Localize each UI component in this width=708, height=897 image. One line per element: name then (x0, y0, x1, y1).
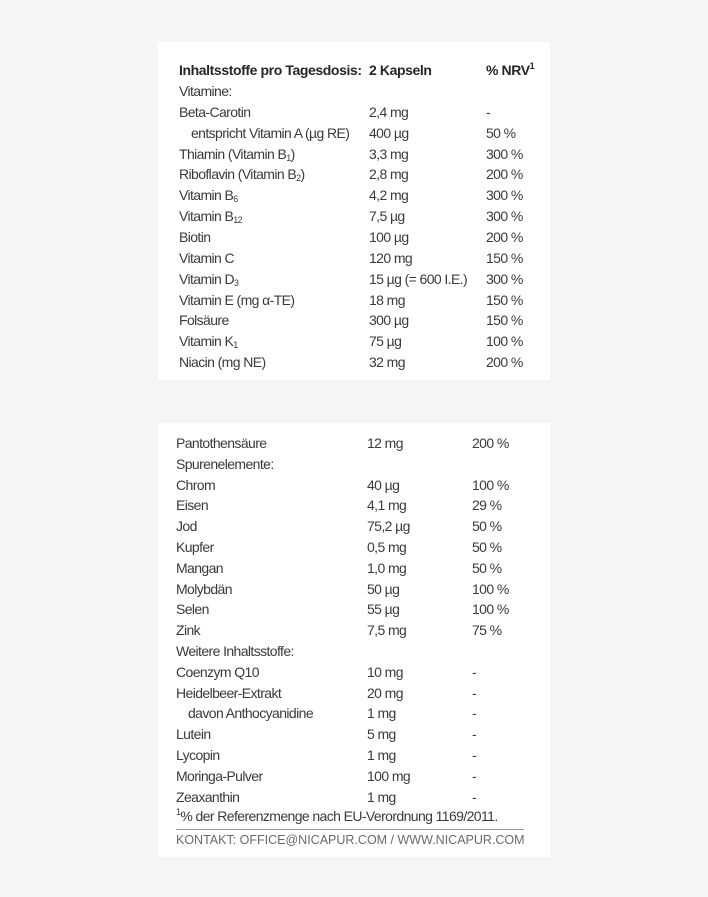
ingredient-nrv: 50 % (472, 518, 502, 535)
ingredient-nrv: - (472, 788, 477, 805)
ingredient-name: Mangan (176, 559, 223, 576)
table-row (0, 641, 708, 662)
ingredient-name: davon Anthocyanidine (188, 705, 313, 722)
table-row (0, 310, 708, 331)
ingredient-name: Vitamin $B_{12}$ (179, 208, 243, 226)
ingredient-name: Vitamine: (179, 83, 232, 99)
ingredient-name: Kupfer (176, 539, 214, 555)
ingredient-amount: 0,5 mg (367, 539, 407, 555)
ingredient-nrv: 50 % (472, 559, 502, 576)
ingredient-amount: 2,8 mg (369, 166, 409, 183)
ingredient-name: Vitamin $K_1$ (179, 333, 238, 351)
ingredient-amount: 32 mg (369, 354, 405, 371)
ingredient-name: Zeaxanthin (176, 788, 240, 805)
ingredient-nrv: - (486, 103, 491, 120)
table-row (0, 248, 708, 269)
ingredient-nrv: 50 % (486, 124, 516, 141)
footnote: $^1$% der Referenzmenge nach EU-Verordnung 1169/2011. (176, 807, 498, 824)
table-row (0, 745, 708, 766)
ingredient-amount: 4,2 mg (369, 187, 409, 204)
ingredient-nrv: 300 % (486, 208, 523, 225)
ingredient-nrv: 300 % (486, 145, 523, 162)
ingredient-nrv: - (472, 747, 477, 763)
table-row (0, 724, 708, 745)
table-row (0, 683, 708, 704)
ingredient-amount: 120 mg (369, 249, 413, 266)
contact-info: KONTAKT: OFFICE@NICAPUR.COM / WWW.NICAPUR.COM (176, 833, 525, 847)
ingredient-name: Lutein (176, 726, 211, 743)
table-row (0, 558, 708, 579)
ingredient-name: Selen (176, 601, 209, 618)
ingredient-amount: 1 mg (367, 747, 396, 763)
ingredient-nrv: - (472, 767, 477, 784)
ingredient-name: Vitamin $B_6$ (179, 187, 238, 205)
ingredient-nrv: 100 % (472, 476, 509, 493)
ingredient-amount: 1 mg (367, 705, 396, 722)
table-row (0, 495, 708, 516)
ingredient-nrv: 200 % (486, 228, 523, 245)
table-row (0, 206, 708, 227)
ingredient-nrv: 200 % (486, 166, 523, 183)
ingredient-nrv: 150 % (486, 249, 523, 266)
ingredient-amount: 300 µg (369, 312, 409, 329)
table-header-row (0, 60, 708, 81)
ingredient-name: Lycopin (176, 747, 220, 763)
ingredient-name: Moringa-Pulver (176, 767, 263, 784)
ingredient-name: Beta-Carotin (179, 103, 251, 120)
table-row (0, 766, 708, 787)
table-row (0, 516, 708, 537)
ingredient-amount: 10 mg (367, 663, 403, 680)
ingredient-amount: 2,4 mg (369, 103, 409, 120)
ingredient-name: Chrom (176, 476, 216, 493)
ingredient-amount: 55 µg (367, 601, 400, 618)
ingredient-nrv: 75 % (472, 622, 502, 639)
ingredient-amount: 18 mg (369, 291, 405, 308)
ingredient-nrv: 100 % (472, 580, 509, 597)
ingredient-name: Heidelbeer-Extrakt (176, 684, 282, 701)
ingredient-name: Niacin (mg NE) (179, 354, 266, 371)
header-amount-label: 2 Kapseln (369, 62, 432, 78)
ingredient-amount: 400 µg (369, 124, 409, 141)
ingredient-amount: 3,3 mg (369, 145, 409, 162)
header-ingredient-label: Inhaltsstoffe pro Tagesdosis: (179, 62, 362, 78)
ingredient-amount: 100 mg (367, 767, 411, 784)
ingredient-name: entspricht Vitamin A (µg RE) (191, 124, 350, 141)
ingredient-amount: 7,5 mg (367, 622, 407, 639)
table-row (0, 599, 708, 620)
header-nrv-label: % NRV$^1$ (486, 61, 535, 78)
ingredient-amount: 7,5 µg (369, 208, 405, 225)
table-row (0, 269, 708, 290)
ingredient-name: Molybdän (176, 580, 232, 597)
ingredient-nrv: - (472, 684, 477, 701)
table-row (0, 123, 708, 144)
table-row (0, 352, 708, 373)
ingredient-amount: 12 mg (367, 435, 403, 451)
table-row (0, 227, 708, 248)
ingredient-nrv: - (472, 663, 477, 680)
ingredient-nrv: 200 % (472, 435, 509, 451)
table-row (0, 579, 708, 600)
ingredient-name: Thiamin (Vitamin $B_1$) (179, 145, 295, 163)
ingredient-name: Pantothensäure (176, 435, 267, 451)
table-row (0, 290, 708, 311)
table-row (0, 703, 708, 724)
ingredient-name: Vitamin $D_3$ (179, 270, 239, 288)
ingredient-name: Weitere Inhaltsstoffe: (176, 643, 294, 659)
table-row (0, 102, 708, 123)
ingredient-name: Spurenelemente: (176, 455, 274, 472)
ingredient-name: Biotin (179, 228, 211, 245)
ingredient-amount: 20 mg (367, 684, 403, 701)
ingredient-amount: 5 mg (367, 726, 396, 743)
ingredient-name: Vitamin E (mg α-TE) (179, 291, 295, 308)
ingredient-nrv: 29 % (472, 497, 502, 514)
table-row (0, 537, 708, 558)
ingredient-name: Coenzym Q10 (176, 663, 259, 680)
divider-line (176, 829, 524, 830)
ingredient-nrv: - (472, 726, 477, 743)
ingredient-name: Folsäure (179, 312, 229, 329)
ingredient-nrv: 100 % (472, 601, 509, 618)
ingredient-nrv: 50 % (472, 539, 502, 555)
ingredient-amount: 75 µg (369, 333, 402, 350)
ingredient-nrv: 150 % (486, 312, 523, 329)
ingredient-amount: 1,0 mg (367, 559, 407, 576)
ingredient-amount: 15 µg (= 600 I.E.) (369, 270, 468, 287)
table-row (0, 144, 708, 165)
ingredient-name: Vitamin C (179, 249, 235, 266)
ingredient-name: Eisen (176, 497, 209, 514)
ingredient-amount: 4,1 mg (367, 497, 407, 514)
ingredient-amount: 1 mg (367, 788, 396, 805)
table-row (0, 433, 708, 454)
table-row (0, 164, 708, 185)
ingredient-name: Jod (176, 518, 197, 535)
ingredient-amount: 100 µg (369, 228, 409, 245)
table-row (0, 787, 708, 808)
ingredient-nrv: 100 % (486, 333, 523, 350)
table-row (0, 454, 708, 475)
ingredient-amount: 75,2 µg (367, 518, 410, 535)
ingredient-name: Riboflavin (Vitamin $B_2$) (179, 166, 305, 184)
ingredient-nrv: 150 % (486, 291, 523, 308)
table-row (0, 81, 708, 102)
ingredient-name: Zink (176, 622, 201, 639)
table-row (0, 662, 708, 683)
table-row (0, 185, 708, 206)
ingredient-nrv: - (472, 705, 477, 722)
table-row (0, 475, 708, 496)
ingredient-nrv: 200 % (486, 354, 523, 371)
ingredient-amount: 50 µg (367, 580, 400, 597)
ingredient-nrv: 300 % (486, 270, 523, 287)
ingredient-nrv: 300 % (486, 187, 523, 204)
table-row (0, 620, 708, 641)
ingredient-amount: 40 µg (367, 476, 400, 493)
table-row (0, 331, 708, 352)
